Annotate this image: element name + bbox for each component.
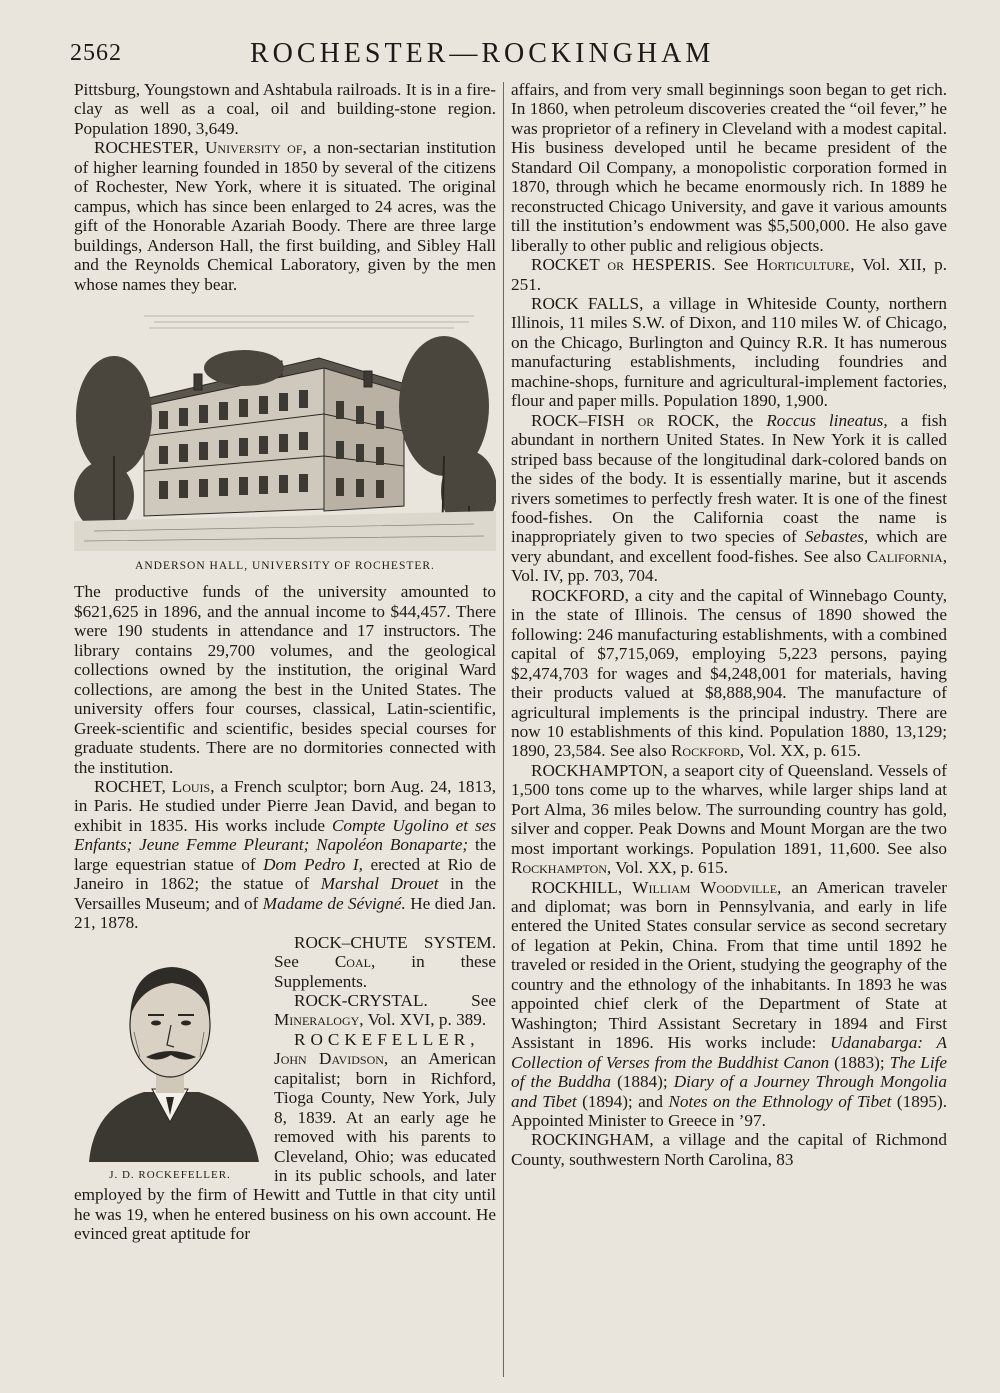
entry-rochet: [74, 777, 496, 933]
cross-reference: Mineralogy,: [274, 1010, 364, 1030]
entry-text: (1884);: [617, 1072, 668, 1092]
cross-reference: Rockhampton,: [511, 858, 612, 878]
continued-paragraph: Pittsburg, Youngstown and Ashtabula railroads. It is in a fire-clay as well as a coal, oil and building-stone region. Population 1890, 3,649.: [74, 80, 496, 138]
entry-text: a French sculptor; born Aug. 24, 1813, in Paris. He studied under Pierre Jean David, and began to exhibit in 1835. His works include: [74, 776, 497, 835]
rockefeller-portrait: [74, 937, 266, 1179]
entry-rocket-hesperis: [511, 255, 947, 294]
entry-subhead: Louis,: [171, 776, 215, 796]
species-name: Sebastes,: [804, 527, 869, 547]
entry-headword: ROCKINGHAM,: [531, 1130, 654, 1150]
right-column: [511, 80, 947, 1169]
work-title: Marshal Drouet: [320, 874, 439, 894]
anderson-hall-illustration: [74, 306, 496, 576]
entry-rochester-continued: The productive funds of the university amounted to $621,625 in 1896, and the annual income to $44,457. There were 190 students in attendance and 17 instructors. The library contains 29,700 volumes, and the geological collections owned by the institution, the original Ward collections, are among the best in the United States. The university offers four courses, classical, Latin-scientific, Greek-scientific and scientific, besides special courses for graduate students. There are no dormitories connected with the institution.: [74, 582, 496, 777]
rockefeller-engraving: [74, 937, 266, 1162]
entry-text: in these Supplements.: [274, 952, 496, 991]
entry-text: See: [274, 952, 299, 972]
entry-rock-fish: [511, 411, 947, 586]
entry-text: Vol. XVI, p. 389.: [367, 1010, 487, 1030]
entry-headword: ROCK–FISH: [531, 410, 625, 430]
entry-text: Vol. XX, p. 615.: [615, 858, 729, 878]
cross-reference: Coal,: [334, 952, 376, 972]
entry-text: He died Jan. 21, 1878.: [74, 893, 497, 933]
entry-text: a fish abundant in northern United States. In New York it is called striped bass because of the longitudinal dark-colored bands on the sides of the body. It is essentially marine, but it ascends rivers sometimes to perfectly fresh water. It is one of the finest food-fishes. On the California coast the name is inappropriately given to two species of: [511, 410, 948, 547]
entry-headword: ROCK-CRYSTAL.: [294, 990, 428, 1010]
entry-text: Vol. IV, pp. 703, 704.: [511, 566, 658, 586]
entry-connector: or: [607, 255, 625, 275]
entry-headword: ROCHET,: [94, 776, 166, 796]
entry-rockingham: [511, 1130, 947, 1169]
entry-headword: ROCKFORD,: [531, 585, 629, 605]
entry-rockefeller-continued: affairs, and from very small beginnings soon began to get rich. In 1860, when petroleum discoveries created the “oil fever,” he was proprietor of a refinery in Cleveland with a modest capital. His business developed until he became president of the Standard Oil Company, a monopolistic corporation formed in 1870, through which he became enormously rich. In 1889 he reconstructed Chicago University, and gave it various amounts till the institution’s endowment was $5,500,000. He also gave liberally to other public and religious objects.: [511, 80, 947, 255]
page-number: 2562: [70, 40, 122, 66]
entry-text: a village in Whiteside County, northern Illinois, 11 miles S.W. of Dixon, and 110 miles W. of Chicago, on the Chicago, Burlington and Quincy R.R. It has numerous manufacturing establishments, including foundries and machine-shops, furniture and agricultural-implement factories, flour and paper mills. Population 1890, 1,900.: [511, 293, 947, 411]
work-title: Madame de Sévigné.: [262, 893, 406, 913]
entry-headword: ROCKEFELLER,: [294, 1029, 480, 1049]
entry-text: which are very abundant, and excellent food-fishes. See also: [511, 527, 947, 566]
entry-text: a seaport city of Queensland. Vessels of 1,500 tons come up to the wharves, while larger ships land at Port Alma, 36 miles below. The surrounding country has gold, silver and copper. Peak Downs and Mount Morgan are the two most important workings. Population 1891, 11,600. See also: [511, 760, 948, 858]
entry-connector: or: [637, 410, 655, 430]
cross-reference: Horticulture,: [756, 255, 855, 275]
entry-text: the large equestrian statue of: [74, 835, 497, 874]
entry-headword: ROCHESTER,: [94, 138, 199, 158]
entry-text: See: [471, 990, 496, 1010]
entry-rockhill: [511, 878, 947, 1131]
anderson-hall-engraving: [74, 306, 496, 551]
figure-caption: ANDERSON HALL, UNIVERSITY OF ROCHESTER.: [135, 559, 435, 572]
entry-headword: ROCK–CHUTE SYSTEM.: [294, 932, 496, 952]
entry-rockford: [511, 586, 947, 761]
work-title: Udanabarga: A Collection of Verses from the Buddhist Canon: [511, 1033, 948, 1072]
column-rule: [503, 82, 504, 1377]
cross-reference: Rockford,: [670, 741, 745, 761]
entry-subhead: William Woodville,: [632, 877, 782, 897]
entry-headword: ROCKHAMPTON,: [531, 760, 668, 780]
entry-text: an American traveler and diplomat; was born in Pennsylvania, and early in life entered the United States consular service as second secretary of legation at Pekin, China. From that time until 1892 he traveled or resided in the Orient, studying the geography of the country and the ethnology of the inhabitants. In 1893 he was appointed chief clerk of the Department of State at Washington; Third Assistant Secretary in 1894 and First Assistant in 1896. His works include:: [511, 877, 948, 1053]
entry-text: in the Versailles Museum; and of: [74, 874, 497, 913]
entry-text: (1883);: [834, 1052, 885, 1072]
entry-text: (1894); and: [582, 1091, 663, 1111]
entry-text: Vol. XX, p. 615.: [748, 741, 861, 761]
entry-headword: ROCKET: [531, 255, 600, 275]
entry-headword: ROCK FALLS,: [531, 293, 644, 313]
entry-headword: HESPERIS.: [632, 255, 716, 275]
work-title: Diary of a Journey Through Mongolia and Tibet: [511, 1072, 947, 1111]
entry-text: See: [723, 255, 749, 275]
portrait-caption: J. D. ROCKEFELLER.: [109, 1168, 231, 1181]
entry-text: Vol. XII, p. 251.: [511, 255, 948, 294]
entry-headword: ROCKHILL,: [531, 877, 623, 897]
entry-text: an American capitalist; born in Richford, Tioga County, New York, July 8, 1839. At an early age he removed with his parents to Cleveland, Ohio; was educated in its public schools, and later employed by the firm of Hewitt and Tuttle in that city until he was 19, when he entered business on his own account. He evinced great aptitude for: [74, 1049, 496, 1244]
entry-headword: ROCK,: [667, 410, 720, 430]
left-column: [74, 80, 496, 1244]
running-head: ROCHESTER—ROCKINGHAM: [250, 38, 715, 69]
entry-rochester-university: [74, 138, 496, 294]
entry-rock-falls: [511, 294, 947, 411]
entry-text: a non-sectarian institution of higher learning founded in 1850 by several of the citizens of Rochester, New York, where it is situated. The original campus, which has since been enlarged to 24 acres, was the gift of the Honorable Azariah Boody. There are three large buildings, Anderson Hall, the first building, and Sibley Hall and the Reynolds Chemical Laboratory, given by the men whose names they bear.: [74, 138, 496, 294]
entry-subhead: University of,: [205, 138, 307, 158]
work-title: The Life of the Buddha: [511, 1052, 948, 1092]
entry-text: a city and the capital of Winnebago County, in the state of Illinois. The census of 1890 showed the following: 246 manufacturing establishments, with a combined capital of $7,715,069, employing 5,223 persons, paying $2,474,703 for wages and $4,248,001 for materials, having their products valued at $8,888,904. The manufacture of agricultural implements is the principal industry. There are now 10 establishments of this kind. Population 1880, 13,129; 1890, 23,584. See also: [511, 585, 947, 761]
work-title: Dom Pedro I,: [263, 854, 363, 874]
entry-text: (1895). Appointed Minister to Greece in ’97.: [511, 1091, 948, 1131]
work-title: Compte Ugolino et ses Enfants; Jeune Femme Pleurant; Napoléon Bonaparte;: [74, 815, 497, 855]
entry-subhead: John Davidson,: [274, 1049, 389, 1069]
entry-text: a village and the capital of Richmond County, southwestern North Carolina, 83: [511, 1130, 947, 1169]
entry-text: the: [732, 410, 754, 430]
entry-rockhampton: [511, 761, 947, 878]
cross-reference: California,: [866, 546, 947, 566]
species-name: Roccus lineatus,: [766, 410, 888, 430]
work-title: Notes on the Ethnology of Tibet: [668, 1091, 892, 1111]
entry-text: erected at Rio de Janeiro in 1862; the statue of: [74, 854, 497, 894]
